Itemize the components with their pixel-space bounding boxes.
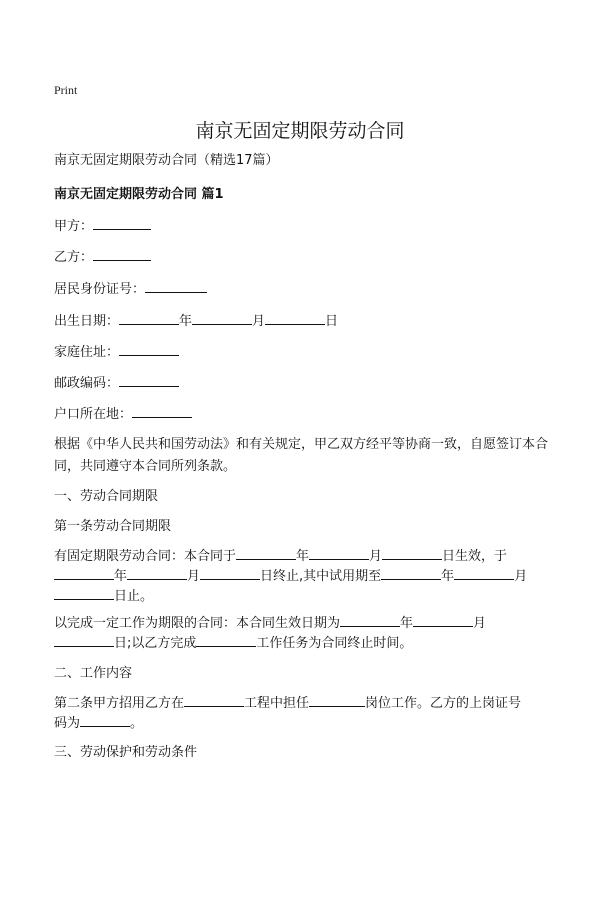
task-term-text-a: 以完成一定工作为期限的合同：本合同生效日期为 <box>54 616 341 631</box>
address-label: 家庭住址： <box>54 345 120 360</box>
day-label: 日 <box>325 314 339 329</box>
article-1-heading: 第一条劳动合同期限 <box>54 519 172 534</box>
hukou-line <box>54 404 192 426</box>
blank <box>54 586 114 600</box>
month-label: 月 <box>473 616 487 631</box>
blank <box>127 566 187 580</box>
subtitle: 南京无固定期限劳动合同（精选17篇） <box>54 153 279 168</box>
print-label: Print <box>54 83 78 97</box>
blank <box>54 566 114 580</box>
birth-date-line <box>54 311 338 333</box>
blank <box>454 566 514 580</box>
party-b-line <box>54 247 151 269</box>
blank <box>196 633 256 647</box>
blank <box>192 311 252 325</box>
blank <box>309 546 369 560</box>
blank <box>381 566 441 580</box>
fixed-term-text-a: 有固定期限劳动合同：本合同于 <box>54 549 237 564</box>
year-label: 年 <box>441 569 455 584</box>
blank <box>200 566 260 580</box>
party-a-line <box>54 216 151 238</box>
blank <box>413 613 473 627</box>
month-label: 月 <box>252 314 266 329</box>
blank <box>382 546 442 560</box>
blank <box>93 247 151 261</box>
task-term-text-b: 日;以乙方完成 <box>114 636 197 651</box>
article-2-text-b: 工程中担任 <box>244 696 310 711</box>
year-label: 年 <box>296 549 310 564</box>
article-2-line-2 <box>54 713 143 735</box>
article-2-text-e: 。 <box>130 716 144 731</box>
id-number-line <box>54 279 207 301</box>
fixed-term-text-d: 日止。 <box>114 589 154 604</box>
section-heading: 南京无固定期限劳动合同 篇1 <box>54 187 224 202</box>
article-2-line-1 <box>54 693 521 715</box>
blank <box>184 693 244 707</box>
article-2-text-a: 第二条甲方招用乙方在 <box>54 696 185 711</box>
blank <box>340 613 400 627</box>
fixed-term-text-b: 日生效，于 <box>442 549 508 564</box>
address-line <box>54 342 179 364</box>
party-a-label: 甲方： <box>54 219 94 234</box>
birth-label: 出生日期： <box>54 314 120 329</box>
month-label: 月 <box>187 569 201 584</box>
fixed-term-line-1 <box>54 546 507 568</box>
year-label: 年 <box>400 616 414 631</box>
year-label: 年 <box>179 314 193 329</box>
blank <box>93 216 151 230</box>
fixed-term-text-c: 日终止,其中试用期至 <box>260 569 382 584</box>
blank <box>132 404 192 418</box>
month-label: 月 <box>369 549 383 564</box>
blank <box>119 373 179 387</box>
fixed-term-line-3 <box>54 586 153 608</box>
month-label: 月 <box>514 569 528 584</box>
article-2-text-d: 码为 <box>54 716 81 731</box>
hukou-label: 户口所在地： <box>54 407 133 422</box>
year-label: 年 <box>114 569 128 584</box>
article-2-text-c: 岗位工作。乙方的上岗证号 <box>365 696 522 711</box>
section-1-heading: 一、劳动合同期限 <box>54 489 159 504</box>
postal-label: 邮政编码： <box>54 376 120 391</box>
blank <box>54 633 114 647</box>
fixed-term-line-2 <box>54 566 527 588</box>
intro-paragraph: 根据《中华人民共和国劳动法》和有关规定，甲乙双方经平等协商一致，自愿签订本合同，共同遵守本合同所列条款。 <box>54 437 549 474</box>
id-number-label: 居民身份证号： <box>54 282 146 297</box>
blank <box>80 713 130 727</box>
blank <box>119 342 179 356</box>
section-2-heading: 二、工作内容 <box>54 666 133 681</box>
section-3-heading: 三、劳动保护和劳动条件 <box>54 745 198 760</box>
blank <box>309 693 365 707</box>
blank <box>119 311 179 325</box>
party-b-label: 乙方： <box>54 250 94 265</box>
postal-line <box>54 373 179 395</box>
task-term-line-1 <box>54 613 486 635</box>
blank <box>145 279 207 293</box>
task-term-line-2 <box>54 633 412 655</box>
blank <box>265 311 325 325</box>
blank <box>236 546 296 560</box>
page-title: 南京无固定期限劳动合同 <box>195 120 405 142</box>
task-term-text-c: 工作任务为合同终止时间。 <box>256 636 413 651</box>
